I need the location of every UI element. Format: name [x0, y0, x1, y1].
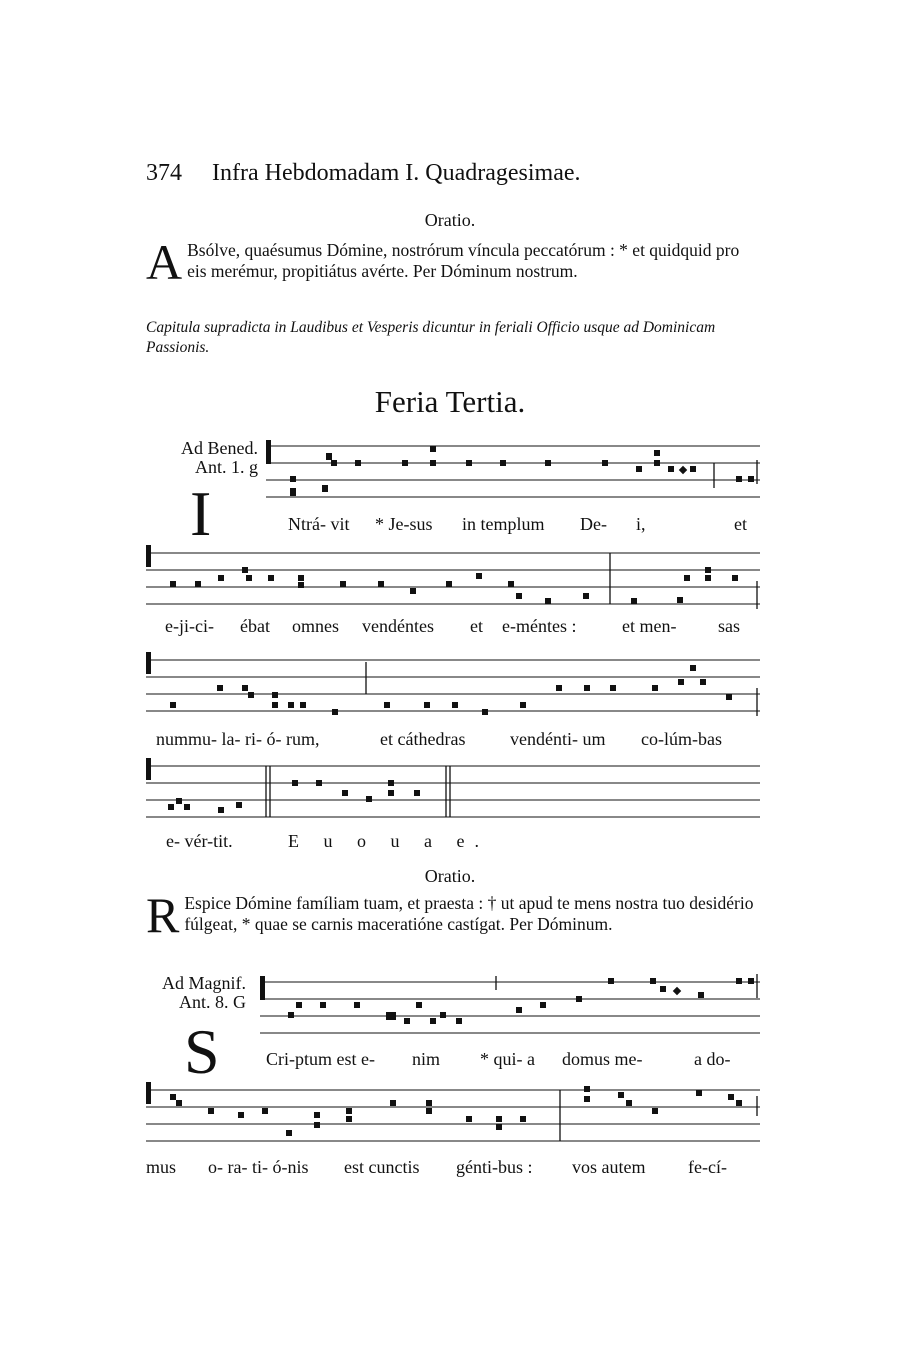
lyric-2-1: e-ji-ci-: [165, 616, 214, 636]
clef: [146, 652, 151, 674]
lyric-2-5: et: [470, 616, 483, 636]
clef: [260, 976, 265, 1000]
lyric-6-4: génti-bus :: [456, 1157, 533, 1177]
running-title: Infra Hebdomadam I. Quadragesimae.: [212, 160, 581, 186]
antiphon-label-2-line2: Ant. 8. G: [179, 992, 246, 1012]
prayer-initial-2: R: [146, 887, 180, 943]
lyric-2-4: vendéntes: [362, 616, 434, 636]
lyric-1-6: et: [734, 514, 747, 534]
lyric-1-2: * Je-sus: [375, 514, 433, 534]
running-header: [146, 160, 766, 187]
euouae: E u o u a e.: [288, 831, 489, 851]
lyric-2-3: omnes: [292, 616, 339, 636]
lyric-2-2: ébat: [240, 616, 270, 636]
clef: [146, 545, 151, 567]
prayer-initial: A: [146, 234, 183, 290]
antiphon-label-line2: Ant. 1. g: [195, 457, 258, 477]
staff-lines: [260, 982, 760, 1033]
lyric-5-4: domus me-: [562, 1049, 643, 1069]
antiphon-label-2-line1: Ad Magnif.: [162, 973, 246, 993]
staff-lines: [146, 553, 760, 604]
staff-5: [0, 974, 900, 1044]
rubric: Capitula supradicta in Laudibus et Vesperis dicuntur in feriali Officio usque ad Dominicam Passionis.: [146, 319, 716, 356]
staff-3: [0, 652, 900, 722]
lyric-1-1: Ntrá- vit: [288, 514, 350, 534]
lyric-2-6: e-méntes :: [502, 616, 577, 636]
prayer-text-2: Espice Dómine famíliam tuam, et praesta : † ut apud te mens nostra tuo desidério fúlgeat, * quae se carnis maceratióne castígat. Per Dóminum.: [184, 893, 754, 934]
lyric-2-7: et men-: [622, 616, 677, 636]
oratio-title: Oratio.: [424, 210, 476, 230]
lyric-5-5: a do-: [694, 1049, 731, 1069]
clef: [146, 758, 151, 780]
lyric-1-4: De-: [580, 514, 607, 534]
neumes-1: [290, 446, 754, 496]
staff-6: [0, 1082, 900, 1152]
lyric-6-1: mus: [146, 1157, 177, 1177]
lyric-3-2: et cáthedras: [380, 729, 466, 749]
lyric-5-3: * qui- a: [480, 1049, 535, 1069]
clef: [146, 1082, 151, 1104]
neumes-4: [168, 780, 420, 813]
lyric-5-1: Cri-ptum est e-: [266, 1049, 375, 1069]
lyric-2-8: sas: [718, 616, 740, 636]
oratio-prayer: [146, 234, 760, 290]
lyric-6-2: o- ra- ti- ó-nis: [208, 1157, 309, 1177]
page-number: 374: [146, 160, 182, 186]
neumes-6: [170, 1086, 742, 1136]
lyric-3-3: vendénti- um: [510, 729, 606, 749]
staff-1: [0, 438, 900, 508]
feria-title: Feria Tertia.: [374, 384, 526, 419]
neumes-2: [170, 567, 738, 604]
antiphon-dropcap: I: [190, 478, 212, 549]
lyric-6-5: vos autem: [572, 1157, 646, 1177]
staff-2: [0, 545, 900, 615]
antiphon-label-line1: Ad Bened.: [181, 438, 258, 458]
lyric-1-5: i,: [636, 514, 646, 534]
prayer-text: Bsólve, quaésumus Dómine, nostrórum víncula peccatórum : * et quidquid pro eis merémur, propitiátus avérte. Per Dóminum nostrum.: [187, 240, 740, 281]
lyric-3-4: co-lúm-bas: [641, 729, 722, 749]
oratio-title-2: Oratio.: [424, 866, 476, 886]
lyric-5-2: nim: [412, 1049, 441, 1069]
lyric-3-1: nummu- la- ri- ó- rum,: [156, 729, 320, 749]
neumes-3: [170, 665, 732, 715]
lyric-4-1: e- vér-tit.: [166, 831, 233, 851]
oratio-prayer-2: [146, 887, 760, 943]
lyric-1-3: in templum: [462, 514, 545, 534]
staff-lines: [146, 766, 760, 817]
staff-4: [0, 758, 900, 828]
staff-lines: [266, 446, 760, 497]
clef: [266, 440, 271, 464]
lyric-6-6: fe-cí-: [688, 1157, 727, 1177]
antiphon-dropcap-2: S: [184, 1016, 220, 1087]
neumes-5: [288, 978, 754, 1024]
lyric-6-3: est cunctis: [344, 1157, 420, 1177]
